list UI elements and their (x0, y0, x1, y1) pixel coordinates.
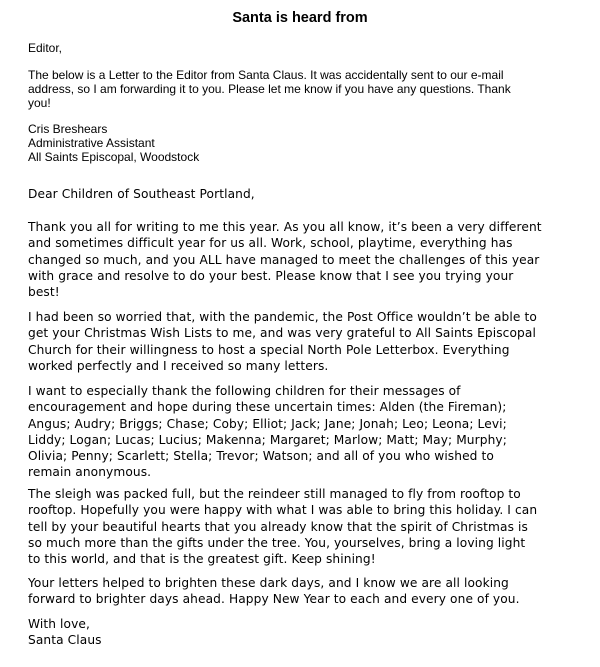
paragraph-line: worked perfectly and I received so many letters. (28, 358, 329, 373)
paragraph-line: encouragement and hope during these uncertain times: Alden (the Fireman); (28, 400, 507, 415)
closing-signature: Santa Claus (28, 633, 102, 648)
letter-paragraph-2 (28, 309, 576, 374)
paragraph-line: forward to brighter days ahead. Happy New Year to each and every one of you. (28, 592, 520, 607)
letter-paragraph-1 (28, 219, 576, 300)
intro-line: you! (28, 96, 51, 110)
closing-line: With love, (28, 617, 90, 631)
paragraph-line: get your Christmas Wish Lists to me, and was very grateful to All Saints Episcopal (28, 326, 536, 341)
sender-role: Administrative Assistant (28, 136, 155, 150)
paragraph-line: Your letters helped to brighten these dark days, and I know we are all looking (28, 576, 509, 590)
paragraph-line: Church for their willingness to host a special North Pole Letterbox. Everything (28, 342, 510, 357)
paragraph-line: rooftop. Hopefully you were happy with what I was able to bring this holiday. I can (28, 503, 538, 518)
letter-paragraph-5 (28, 575, 576, 608)
letter-paragraph-3 (28, 383, 576, 481)
paragraph-line: to this world, and that is the greatest gift. Keep shining! (28, 552, 376, 567)
greeting-line: Editor, (28, 41, 63, 55)
sender-name: Cris Breshears (28, 122, 108, 136)
paragraph-line: Angus; Audry; Briggs; Chase; Coby; Elliot; Jack; Jane; Jonah; Leo; Leona; Levi; (28, 416, 507, 431)
intro-paragraph (28, 68, 573, 110)
editor-greeting (28, 41, 573, 55)
paragraph-line: Liddy; Logan; Lucas; Lucius; Makenna; Margaret; Marlow; Matt; May; Murphy; (28, 432, 507, 447)
intro-line: The below is a Letter to the Editor from Santa Claus. It was accidentally sent to our e-mail (28, 68, 504, 82)
paragraph-line: Olivia; Penny; Scarlett; Stella; Trevor; Watson; and all of you who wished to (28, 449, 494, 464)
paragraph-line: I had been so worried that, with the pandemic, the Post Office wouldn’t be able to (28, 310, 537, 324)
document-title: Santa is heard from (232, 10, 368, 26)
paragraph-line: I want to especially thank the following children for their messages of (28, 384, 461, 398)
paragraph-line: The sleigh was packed full, but the reindeer still managed to fly from rooftop to (28, 487, 521, 501)
sender-signature (28, 122, 573, 164)
sender-organization: All Saints Episcopal, Woodstock (28, 150, 200, 164)
intro-line: address, so I am forwarding it to you. Please let me know if you have any questions. Thank (28, 82, 511, 96)
paragraph-line: and sometimes difficult year for us all. Work, school, playtime, everything has (28, 236, 513, 251)
letter-closing (28, 616, 576, 649)
letter-paragraph-4 (28, 486, 576, 567)
paragraph-line: best! (28, 285, 60, 300)
paragraph-line: tell by your beautiful hearts that you already know that the spirit of Christmas is (28, 519, 528, 534)
paragraph-line: Thank you all for writing to me this year. As you all know, it’s been a very different (28, 220, 542, 234)
salutation-line: Dear Children of Southeast Portland, (28, 187, 255, 201)
paragraph-line: with grace and resolve to do your best. Please know that I see you trying your (28, 268, 514, 283)
paragraph-line: remain anonymous. (28, 465, 152, 480)
paragraph-line: so much more than the gifts under the tree. You, yourselves, bring a loving light (28, 535, 526, 550)
paragraph-line: changed so much, and you ALL have managed to meet the challenges of this year (28, 252, 540, 267)
letter-salutation (28, 186, 576, 202)
